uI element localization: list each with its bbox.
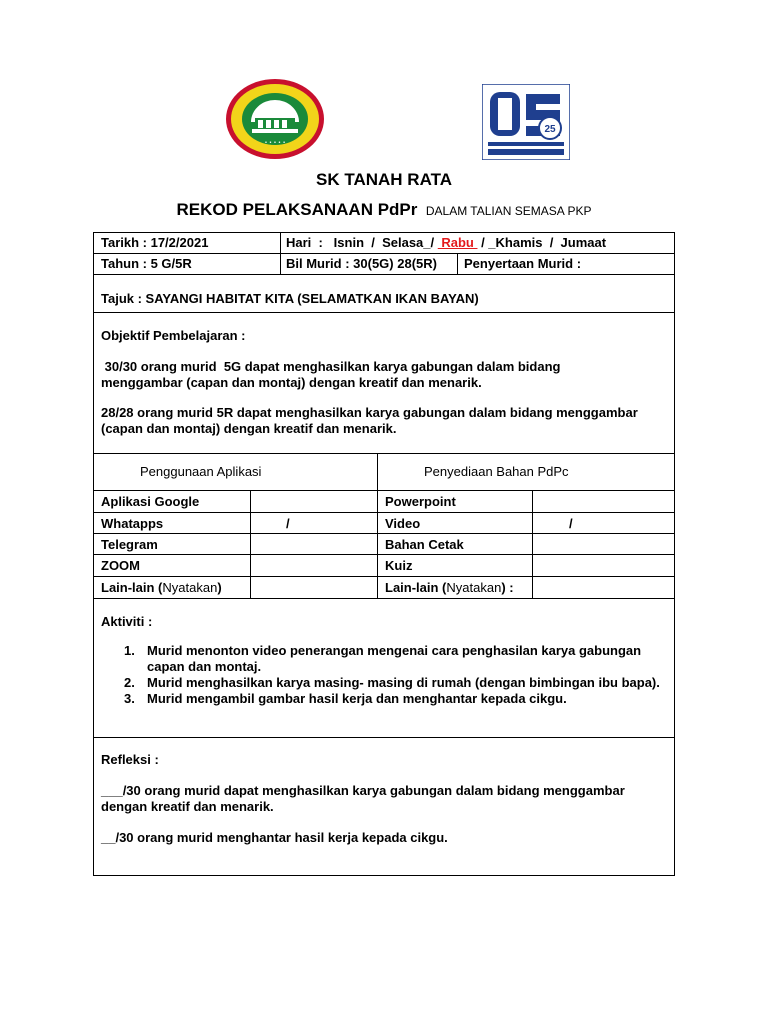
material-row-label: Video [385,516,421,531]
reflection-item: __/30 orang murid menghantar hasil kerja kepada cikgu. [101,830,448,845]
reflection-heading: Refleksi : [101,752,159,767]
app-row-label: ZOOM [101,558,140,573]
day-selected-rabu: Rabu [437,235,478,250]
school-crest-logo [225,78,325,160]
material-row-label: Powerpoint [385,494,456,509]
student-count-field: Bil Murid : 30(5G) 28(5R) [286,256,437,271]
document-title [0,200,768,220]
objective-item: 30/30 orang murid 5G dapat menghasilkan karya gabungan dalam bidang menggambar (capan dan montaj) dengan kreatif dan menarik. [101,359,565,390]
app-row-label: Aplikasi Google [101,494,200,509]
app-row-label: Lain-lain (Nyatakan) [101,580,222,595]
activities-heading: Aktiviti : [101,614,153,629]
materials-prep-header: Penyediaan Bahan PdPc [424,464,569,479]
material-row-label: Lain-lain (Nyatakan) : [385,580,514,595]
list-item: 1. Murid menonton video penerangan mengenai cara penghasilan karya gabungan capan dan montaj. [124,643,642,674]
day-options-suffix: / _Khamis / Jumaat [477,235,607,250]
objective-item: 28/28 orang murid 5R dapat menghasilkan karya gabungan dalam bidang menggambar (capan dan montaj) dengan kreatif dan menarik. [101,405,638,436]
svg-text:• • • • •: • • • • • [264,140,286,146]
app-row-label: Whatapps [101,516,164,531]
day-field [286,235,606,251]
app-row-mark: / [286,516,290,531]
document-title-main: REKOD PELAKSANAAN PdPr [176,200,418,219]
list-item: 2. Murid menghasilkan karya masing- masing di rumah (dengan bimbingan ibu bapa). [124,675,660,690]
date-field: Tarikh : 17/2/2021 [101,235,209,250]
school-name: SK TANAH RATA [316,170,452,189]
year-class-field: Tahun : 5 G/5R [101,256,192,271]
material-row-mark: / [569,516,573,531]
document-title-sub: DALAM TALIAN SEMASA PKP [425,204,592,218]
lesson-record-form [93,232,675,876]
attendance-field: Penyertaan Murid : [464,256,582,271]
reflection-item: ___/30 orang murid dapat menghasilkan karya gabungan dalam bidang menggambar dengan kreatif dan menarik. [101,783,625,814]
topic-title: Tajuk : SAYANGI HABITAT KITA (SELAMATKAN IKAN BAYAN) [101,291,479,306]
app-row-label: Telegram [101,537,158,552]
apps-usage-header: Penggunaan Aplikasi [140,464,262,479]
objectives-heading: Objektif Pembelajaran : [101,328,246,343]
svg-text:25: 25 [544,124,556,135]
list-item: 3. Murid mengambil gambar hasil kerja dan menghantar kepada cikgu. [124,691,567,706]
material-row-label: Kuiz [385,558,413,573]
activities-list [101,643,666,707]
program-logo [482,84,570,160]
day-options-prefix: Hari : Isnin / Selasa_/ [286,235,438,250]
material-row-label: Bahan Cetak [385,537,464,552]
